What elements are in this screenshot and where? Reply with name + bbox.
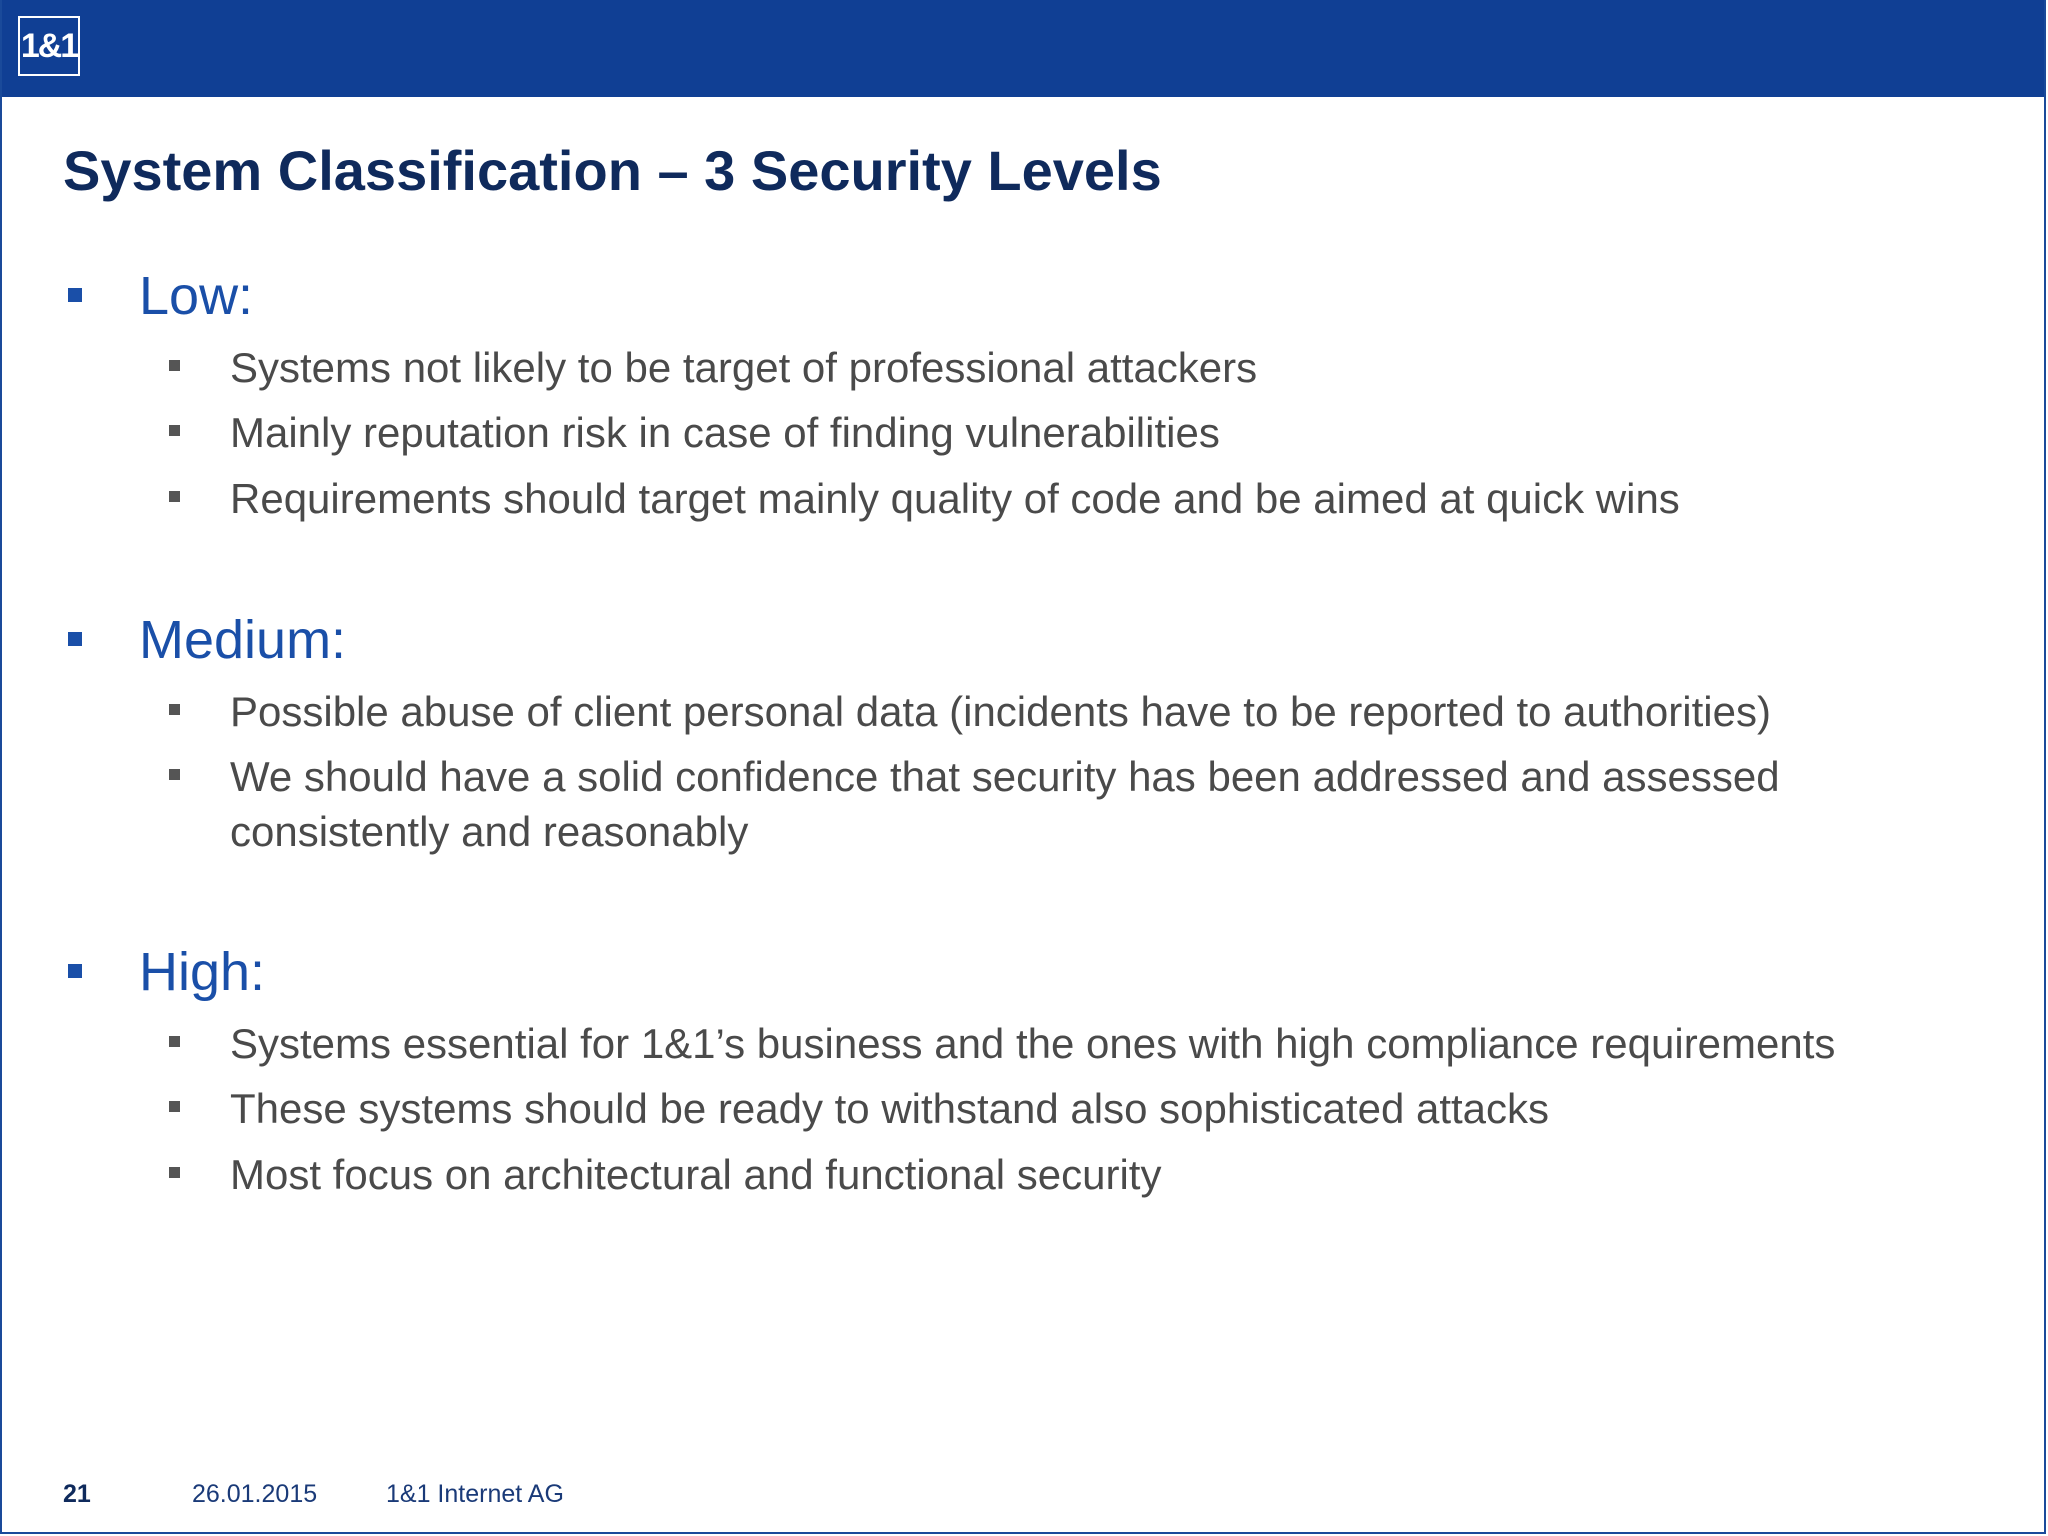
bullet-square-icon	[68, 964, 82, 978]
bullet-square-icon	[169, 1036, 180, 1047]
bullet-square-icon	[169, 1101, 180, 1112]
page-number: 21	[63, 1480, 91, 1508]
list-item-text: We should have a solid confidence that security has been addressed and assessed consistently and reasonably	[230, 753, 1780, 855]
bullet-square-icon	[169, 1167, 180, 1178]
bullet-square-icon	[169, 360, 180, 371]
list-item-text: Possible abuse of client personal data (incidents have to be reported to authorities)	[230, 688, 1771, 735]
level-label: Low:	[139, 266, 254, 326]
bullet-square-icon	[169, 704, 180, 715]
list-item-text: These systems should be ready to withstand also sophisticated attacks	[230, 1085, 1550, 1132]
bullet-square-icon	[68, 632, 82, 646]
bullet-square-icon	[68, 288, 82, 302]
level-label: High:	[139, 942, 266, 1002]
level-label: Medium:	[139, 610, 347, 670]
slide-title: System Classification – 3 Security Levels	[63, 139, 1162, 202]
bullet-square-icon	[169, 491, 180, 502]
company-logo: 1&1	[18, 16, 80, 76]
footer-date: 26.01.2015	[192, 1480, 318, 1508]
bullet-square-icon	[169, 425, 180, 436]
list-item-text: Requirements should target mainly quality of code and be aimed at quick wins	[230, 475, 1680, 522]
footer-company: 1&1 Internet AG	[386, 1480, 564, 1508]
header-bar	[2, 0, 2046, 97]
bullet-square-icon	[169, 769, 180, 780]
list-item-text: Systems not likely to be target of professional attackers	[230, 344, 1258, 391]
list-item-text: Most focus on architectural and functional security	[230, 1151, 1162, 1198]
list-item-text: Systems essential for 1&1’s business and the ones with high compliance requirements	[230, 1020, 1836, 1067]
list-item-text: Mainly reputation risk in case of finding vulnerabilities	[230, 409, 1220, 456]
